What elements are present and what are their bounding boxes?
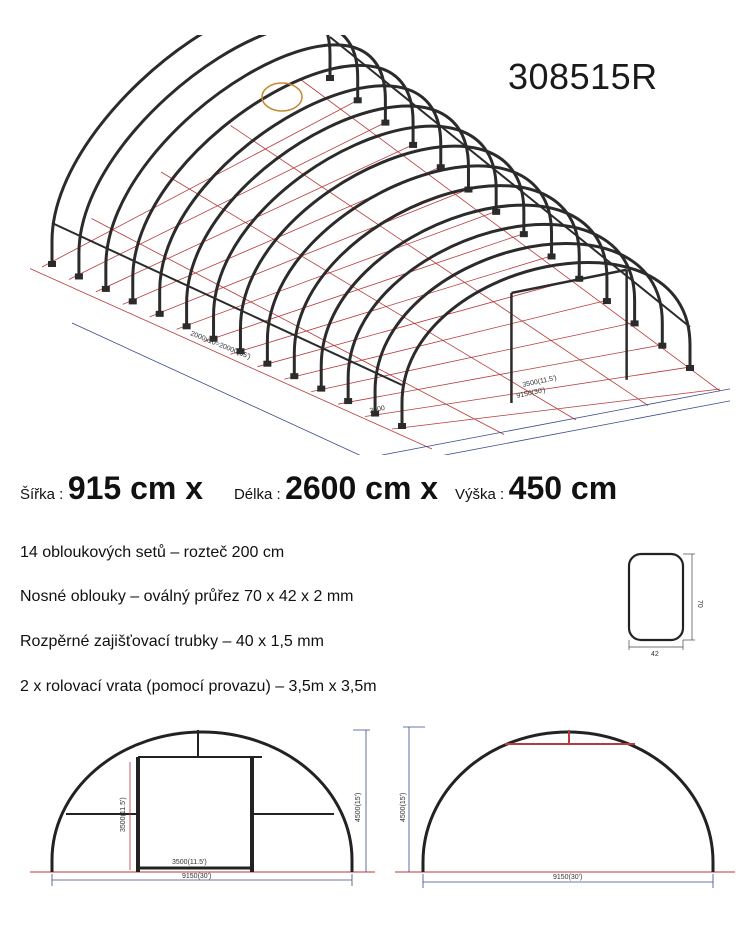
grid-line bbox=[257, 277, 581, 366]
arch-rib bbox=[321, 205, 607, 388]
grid-line bbox=[338, 344, 664, 404]
tunnel-perspective-drawing bbox=[30, 35, 730, 455]
length-value: 2600 cm x bbox=[285, 470, 439, 506]
door-lintel bbox=[511, 270, 626, 293]
door-width-label: 3500(11.5') bbox=[172, 859, 207, 866]
dimension-line bbox=[382, 399, 730, 455]
door-height-label: 3500(11.5') bbox=[120, 797, 127, 832]
base-plate bbox=[263, 361, 271, 367]
base-plate bbox=[102, 286, 110, 292]
main-dimensions bbox=[20, 470, 740, 520]
model-code-title: 308515R bbox=[508, 56, 658, 97]
profile-width-label: 42 bbox=[651, 651, 659, 658]
front-total-width-label: 9150(30') bbox=[182, 873, 212, 880]
base-plate bbox=[381, 120, 389, 126]
base-plate bbox=[344, 398, 352, 404]
arch-frame bbox=[48, 35, 694, 429]
arch-rib bbox=[214, 126, 497, 338]
arch-profile-cross-section bbox=[615, 548, 705, 658]
width-label: Šířka : bbox=[20, 486, 64, 503]
height-label: Výška : bbox=[455, 486, 505, 503]
end-view-arch bbox=[395, 722, 740, 922]
spec-line: Rozpěrné zajišťovací trubky – 40 x 1,5 mm bbox=[20, 633, 324, 650]
base-plate bbox=[686, 365, 694, 371]
base-plate bbox=[409, 142, 417, 148]
spacing-dimension-label: 2000 bbox=[368, 404, 386, 415]
grid-line bbox=[392, 389, 720, 429]
base-plate bbox=[156, 311, 164, 317]
base-plate bbox=[548, 253, 556, 259]
side-total-width-label: 9150(30') bbox=[553, 874, 583, 881]
base-plate bbox=[658, 343, 666, 349]
base-plate bbox=[48, 261, 56, 267]
base-plate bbox=[603, 298, 611, 304]
profile-height-label: 70 bbox=[696, 600, 703, 608]
width-value: 915 cm x bbox=[67, 470, 204, 506]
base-plate bbox=[290, 373, 298, 379]
grid-line bbox=[284, 300, 609, 379]
total-width-dimension-label: 9150(30') bbox=[515, 387, 547, 400]
spec-line: 2 x rolovací vrata (pomocí provazu) – 3,5m x 3,5m bbox=[20, 678, 377, 695]
grid-line bbox=[230, 255, 553, 354]
length-label: Délka : bbox=[233, 486, 281, 503]
base-plate bbox=[354, 97, 362, 103]
base-plate bbox=[520, 231, 528, 237]
arch-outline bbox=[52, 732, 352, 872]
dimension-line bbox=[382, 387, 730, 455]
base-plate bbox=[75, 273, 83, 279]
length-dimension-label: 2000x10=20000(65') bbox=[189, 330, 252, 361]
base-plate bbox=[326, 75, 334, 81]
grid-line bbox=[30, 265, 432, 449]
base-plate bbox=[631, 320, 639, 326]
front-view-with-door bbox=[30, 722, 380, 922]
grid-line bbox=[204, 233, 527, 342]
arch-outline bbox=[423, 732, 713, 872]
base-plate bbox=[317, 386, 325, 392]
base-plate bbox=[398, 423, 406, 429]
base-plate bbox=[183, 323, 191, 329]
purlin-tube bbox=[330, 37, 690, 327]
side-total-height-label: 4500(15') bbox=[400, 792, 407, 822]
height-value: 450 cm bbox=[508, 470, 618, 506]
base-plate bbox=[492, 209, 500, 215]
door-width-dimension-label: 3500(11.5') bbox=[521, 374, 558, 389]
front-total-height-label: 4500(15') bbox=[355, 792, 362, 822]
profile-outline bbox=[629, 554, 683, 640]
spec-line: 14 obloukových setů – rozteč 200 cm bbox=[20, 544, 285, 561]
spec-line: Nosné oblouky – oválný průřez 70 x 42 x 2 mm bbox=[20, 588, 354, 605]
base-plate bbox=[129, 298, 137, 304]
